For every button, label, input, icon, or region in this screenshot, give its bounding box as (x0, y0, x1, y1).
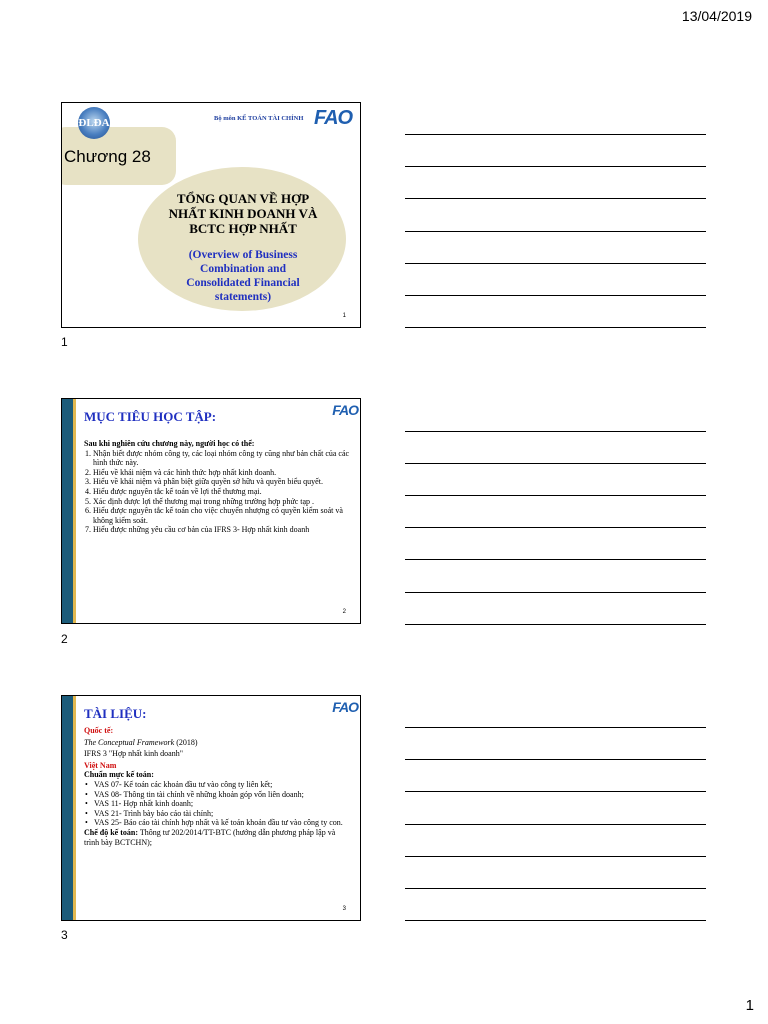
note-line (405, 495, 706, 496)
objectives-list (84, 449, 354, 535)
note-line (405, 527, 706, 528)
slide-number: 3 (342, 906, 346, 912)
title-en-line: Combination and (200, 263, 286, 275)
fao-logo-icon: FAO (332, 699, 358, 715)
slide-heading: TÀI LIỆU: (84, 706, 147, 721)
note-line (405, 824, 706, 825)
title-vn-line: NHẤT KINH DOANH VÀ (168, 206, 318, 221)
university-logo-icon: ĐLĐA (78, 107, 110, 139)
print-date: 13/04/2019 (681, 8, 752, 24)
intl-reference-1 (84, 738, 352, 748)
slide-1 (61, 102, 361, 328)
intl-heading: Quốc tế: (84, 726, 114, 735)
references (84, 726, 352, 847)
intl-reference-2: IFRS 3 "Hợp nhất kinh doanh" (84, 749, 183, 759)
slide-2 (61, 398, 361, 624)
list-item: 6. Hiểu được nguyên tắc kế toán cho việc chuyển nhượng có quyền kiểm soát và không kiểm soát. (93, 506, 354, 525)
regime-reference (84, 828, 352, 847)
slide-title-vietnamese (148, 191, 338, 236)
slide-3 (61, 695, 361, 921)
title-en-line: (Overview of Business (188, 249, 298, 261)
note-line (405, 759, 706, 760)
fao-logo-icon: FAO (314, 107, 353, 129)
slide-label: 3 (61, 928, 68, 942)
framework-year: (2018) (174, 737, 198, 747)
list-item: 2. Hiểu về khái niệm và các hình thức hợp nhất kinh doanh. (93, 468, 354, 478)
learning-objectives (84, 439, 354, 535)
vn-heading: Việt Nam (84, 760, 117, 770)
list-item: 1. Nhận biết được nhóm công ty, các loại nhóm công ty cũng như bản chất của các hình thức này. (93, 449, 354, 468)
slide-label: 1 (61, 335, 68, 349)
note-line (405, 431, 706, 432)
note-line (405, 888, 706, 889)
regime-heading: Chế độ kế toán: (84, 827, 139, 837)
slide-number: 2 (342, 609, 346, 615)
list-item: 3. Hiểu về khái niệm và phân biệt giữa quyền sở hữu và quyền biểu quyết. (93, 477, 354, 487)
note-line (405, 327, 706, 328)
standards-heading: Chuẩn mực kế toán: (84, 770, 154, 780)
regime-text: Thông tư 202/2014/TT-BTC (hướng dẫn phương pháp lập và trình bày BCTCHN); (84, 827, 336, 847)
fao-logo-icon: FAO (332, 402, 358, 418)
page-number: 1 (745, 997, 754, 1014)
list-item: 7. Hiểu được những yêu cầu cơ bản của IFRS 3- Hợp nhất kinh doanh (93, 525, 354, 535)
title-en-line: statements) (214, 291, 272, 303)
chapter-title: Chương 28 (64, 147, 151, 166)
list-item: • VAS 25- Báo cáo tài chính hợp nhất và kế toán khoản đầu tư vào công ty con. (94, 818, 352, 828)
note-line (405, 231, 706, 232)
list-item: • VAS 21- Trình bày báo cáo tài chính; (94, 809, 352, 819)
slide-heading: MỤC TIÊU HỌC TẬP: (84, 409, 217, 424)
list-item: • VAS 07- Kế toán các khoản đầu tư vào công ty liên kết; (94, 780, 352, 790)
note-line (405, 920, 706, 921)
note-line (405, 463, 706, 464)
note-line (405, 559, 706, 560)
list-item: • VAS 11- Hợp nhất kinh doanh; (94, 799, 352, 809)
framework-title: The Conceptual Framework (84, 737, 175, 747)
slide-side-bar (62, 696, 73, 920)
slide-number: 1 (342, 313, 346, 319)
objectives-intro: Sau khi nghiên cứu chương này, người học có thể: (84, 439, 255, 448)
note-line (405, 198, 706, 199)
note-line (405, 134, 706, 135)
note-line (405, 295, 706, 296)
title-en-line: Consolidated Financial (186, 277, 300, 289)
list-item: 4. Hiểu được nguyên tắc kế toán về lợi thế thương mại. (93, 487, 354, 497)
slide-label: 2 (61, 632, 68, 646)
note-line (405, 592, 706, 593)
note-line (405, 727, 706, 728)
title-vn-line: BCTC HỢP NHẤT (189, 221, 297, 236)
list-item: 5. Xác định được lợi thế thương mại trong những trường hợp phức tạp . (93, 497, 354, 507)
slide-title-english (148, 248, 338, 304)
standards-list (84, 780, 352, 828)
note-line (405, 791, 706, 792)
note-line (405, 166, 706, 167)
list-item: • VAS 08- Thông tin tài chính về những khoản góp vốn liên doanh; (94, 790, 352, 800)
note-line (405, 856, 706, 857)
slide-side-bar (62, 399, 73, 623)
note-line (405, 263, 706, 264)
title-vn-line: TỔNG QUAN VỀ HỢP (176, 191, 310, 206)
department-name: Bộ môn KẾ TOÁN TÀI CHÍNH (214, 115, 304, 122)
note-line (405, 624, 706, 625)
